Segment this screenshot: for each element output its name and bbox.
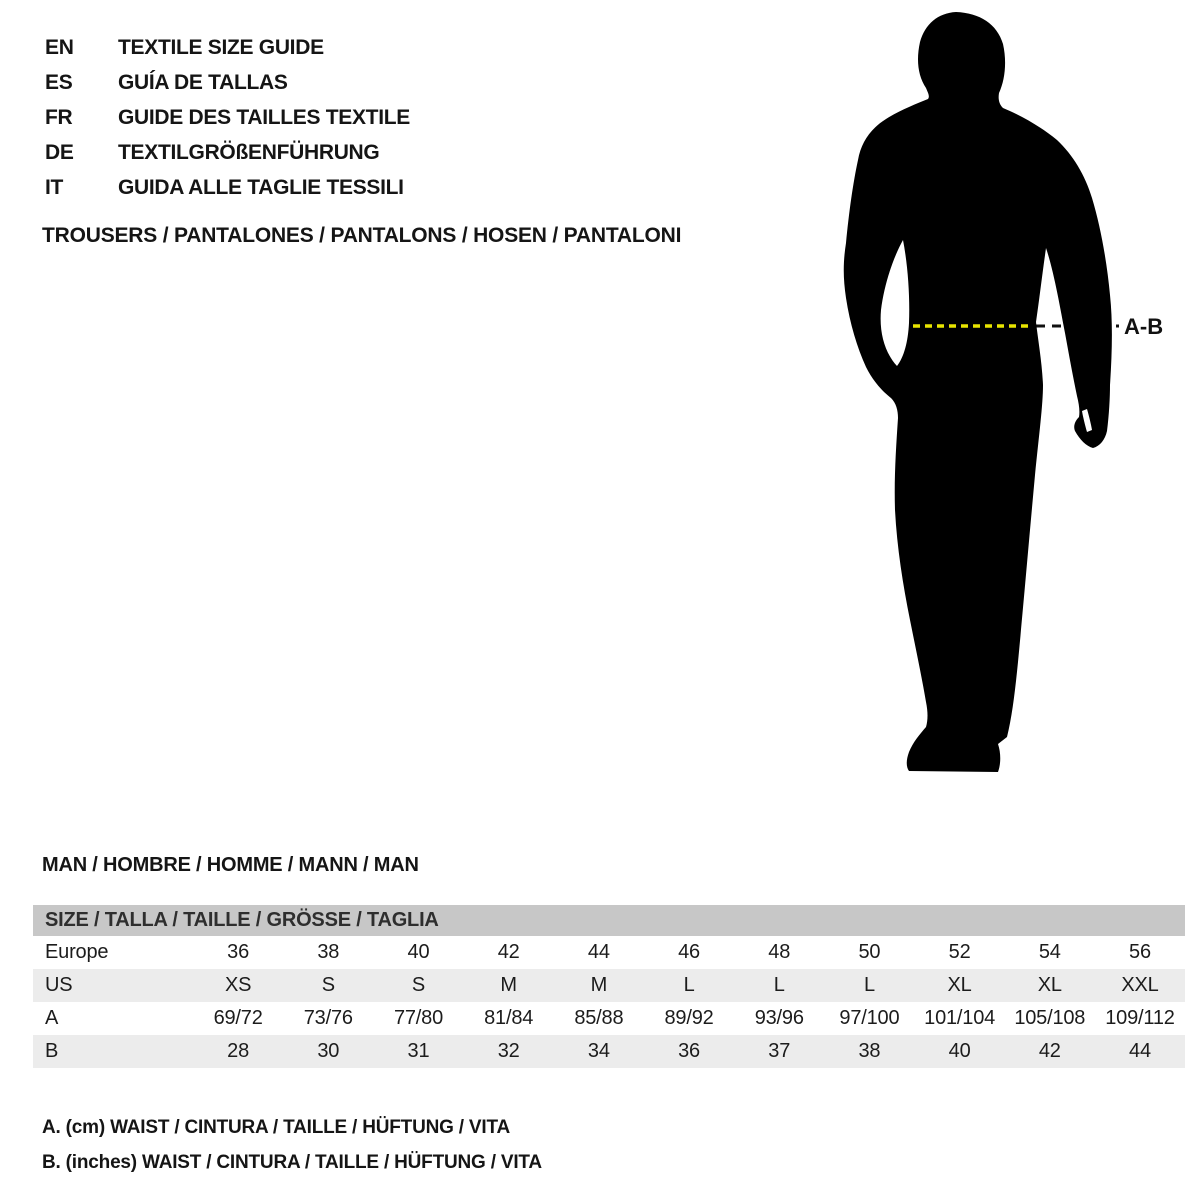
size-cell: 32 <box>497 1040 520 1062</box>
table-row <box>33 936 1185 969</box>
language-title: TEXTILE SIZE GUIDE <box>118 35 324 59</box>
size-cell: 97/100 <box>839 1007 900 1029</box>
size-cell: 28 <box>227 1040 250 1062</box>
size-cell: 52 <box>948 941 971 963</box>
size-cell: 85/88 <box>574 1007 624 1029</box>
table-row <box>33 969 1185 1002</box>
size-cell: XXL <box>1121 974 1159 996</box>
size-cell: 44 <box>587 941 610 963</box>
man-silhouette <box>844 12 1112 772</box>
size-table-body <box>33 936 1185 1068</box>
size-cell: 42 <box>1038 1040 1061 1062</box>
size-cell: 89/92 <box>664 1007 714 1029</box>
size-cell: L <box>773 974 785 996</box>
size-cell: L <box>683 974 695 996</box>
size-cell: 34 <box>587 1040 610 1062</box>
size-cell: 36 <box>227 941 250 963</box>
language-code: IT <box>45 175 64 199</box>
size-table <box>33 905 1185 1068</box>
size-cell: 77/80 <box>393 1007 443 1029</box>
row-label: US <box>45 974 73 996</box>
size-table-header: SIZE / TALLA / TAILLE / GRÖSSE / TAGLIA <box>33 905 1185 936</box>
language-code: FR <box>45 105 73 129</box>
size-cell: 50 <box>858 941 881 963</box>
size-cell: 69/72 <box>213 1007 263 1029</box>
size-cell: 48 <box>768 941 791 963</box>
size-cell: S <box>321 974 335 996</box>
footnotes <box>42 1110 542 1180</box>
language-code: EN <box>45 35 74 59</box>
size-cell: 93/96 <box>754 1007 804 1029</box>
size-cell: 73/76 <box>303 1007 353 1029</box>
size-cell: M <box>590 974 608 996</box>
size-cell: 36 <box>678 1040 700 1062</box>
size-cell: 30 <box>317 1040 340 1062</box>
language-code: ES <box>45 70 73 94</box>
measurement-label: A-B <box>1124 314 1164 339</box>
language-title: GUÍA DE TALLAS <box>118 70 288 94</box>
size-cell: 81/84 <box>484 1007 534 1029</box>
size-cell: 46 <box>678 941 700 963</box>
size-cell: S <box>411 974 426 996</box>
size-cell: 56 <box>1129 941 1151 963</box>
size-cell: 109/112 <box>1105 1007 1175 1029</box>
size-cell: XL <box>1037 974 1062 996</box>
size-cell: 31 <box>407 1040 430 1062</box>
size-cell: 40 <box>407 941 430 963</box>
man-silhouette-figure <box>838 0 1168 790</box>
row-label: A <box>45 1007 59 1029</box>
category-title: TROUSERS / PANTALONES / PANTALONS / HOSEN / PANTALONI <box>42 224 682 247</box>
table-row <box>33 1002 1185 1035</box>
size-cell: 101/104 <box>924 1007 996 1029</box>
footnote: A. (cm) WAIST / CINTURA / TAILLE / HÜFTUNG / VITA <box>42 1117 510 1138</box>
row-label: Europe <box>45 941 109 963</box>
size-cell: L <box>863 974 875 996</box>
language-title: TEXTILGRÖßENFÜHRUNG <box>118 140 380 164</box>
size-cell: 40 <box>948 1040 971 1062</box>
size-cell: 37 <box>768 1040 791 1062</box>
size-cell: 38 <box>858 1040 881 1062</box>
size-cell: XS <box>224 974 252 996</box>
size-cell: 54 <box>1038 941 1061 963</box>
footnote: B. (inches) WAIST / CINTURA / TAILLE / HÜFTUNG / VITA <box>42 1152 542 1173</box>
section-title: MAN / HOMBRE / HOMME / MANN / MAN <box>42 854 419 876</box>
size-cell: 42 <box>497 941 520 963</box>
row-label: B <box>45 1040 59 1062</box>
language-code: DE <box>45 140 74 164</box>
size-cell: 38 <box>317 941 340 963</box>
size-cell: M <box>500 974 517 996</box>
size-cell: 44 <box>1129 1040 1151 1062</box>
size-cell: XL <box>947 974 972 996</box>
size-cell: 105/108 <box>1014 1007 1086 1029</box>
table-row <box>33 1035 1185 1068</box>
language-title: GUIDE DES TAILLES TEXTILE <box>118 105 410 129</box>
language-title: GUIDA ALLE TAGLIE TESSILI <box>118 175 404 199</box>
